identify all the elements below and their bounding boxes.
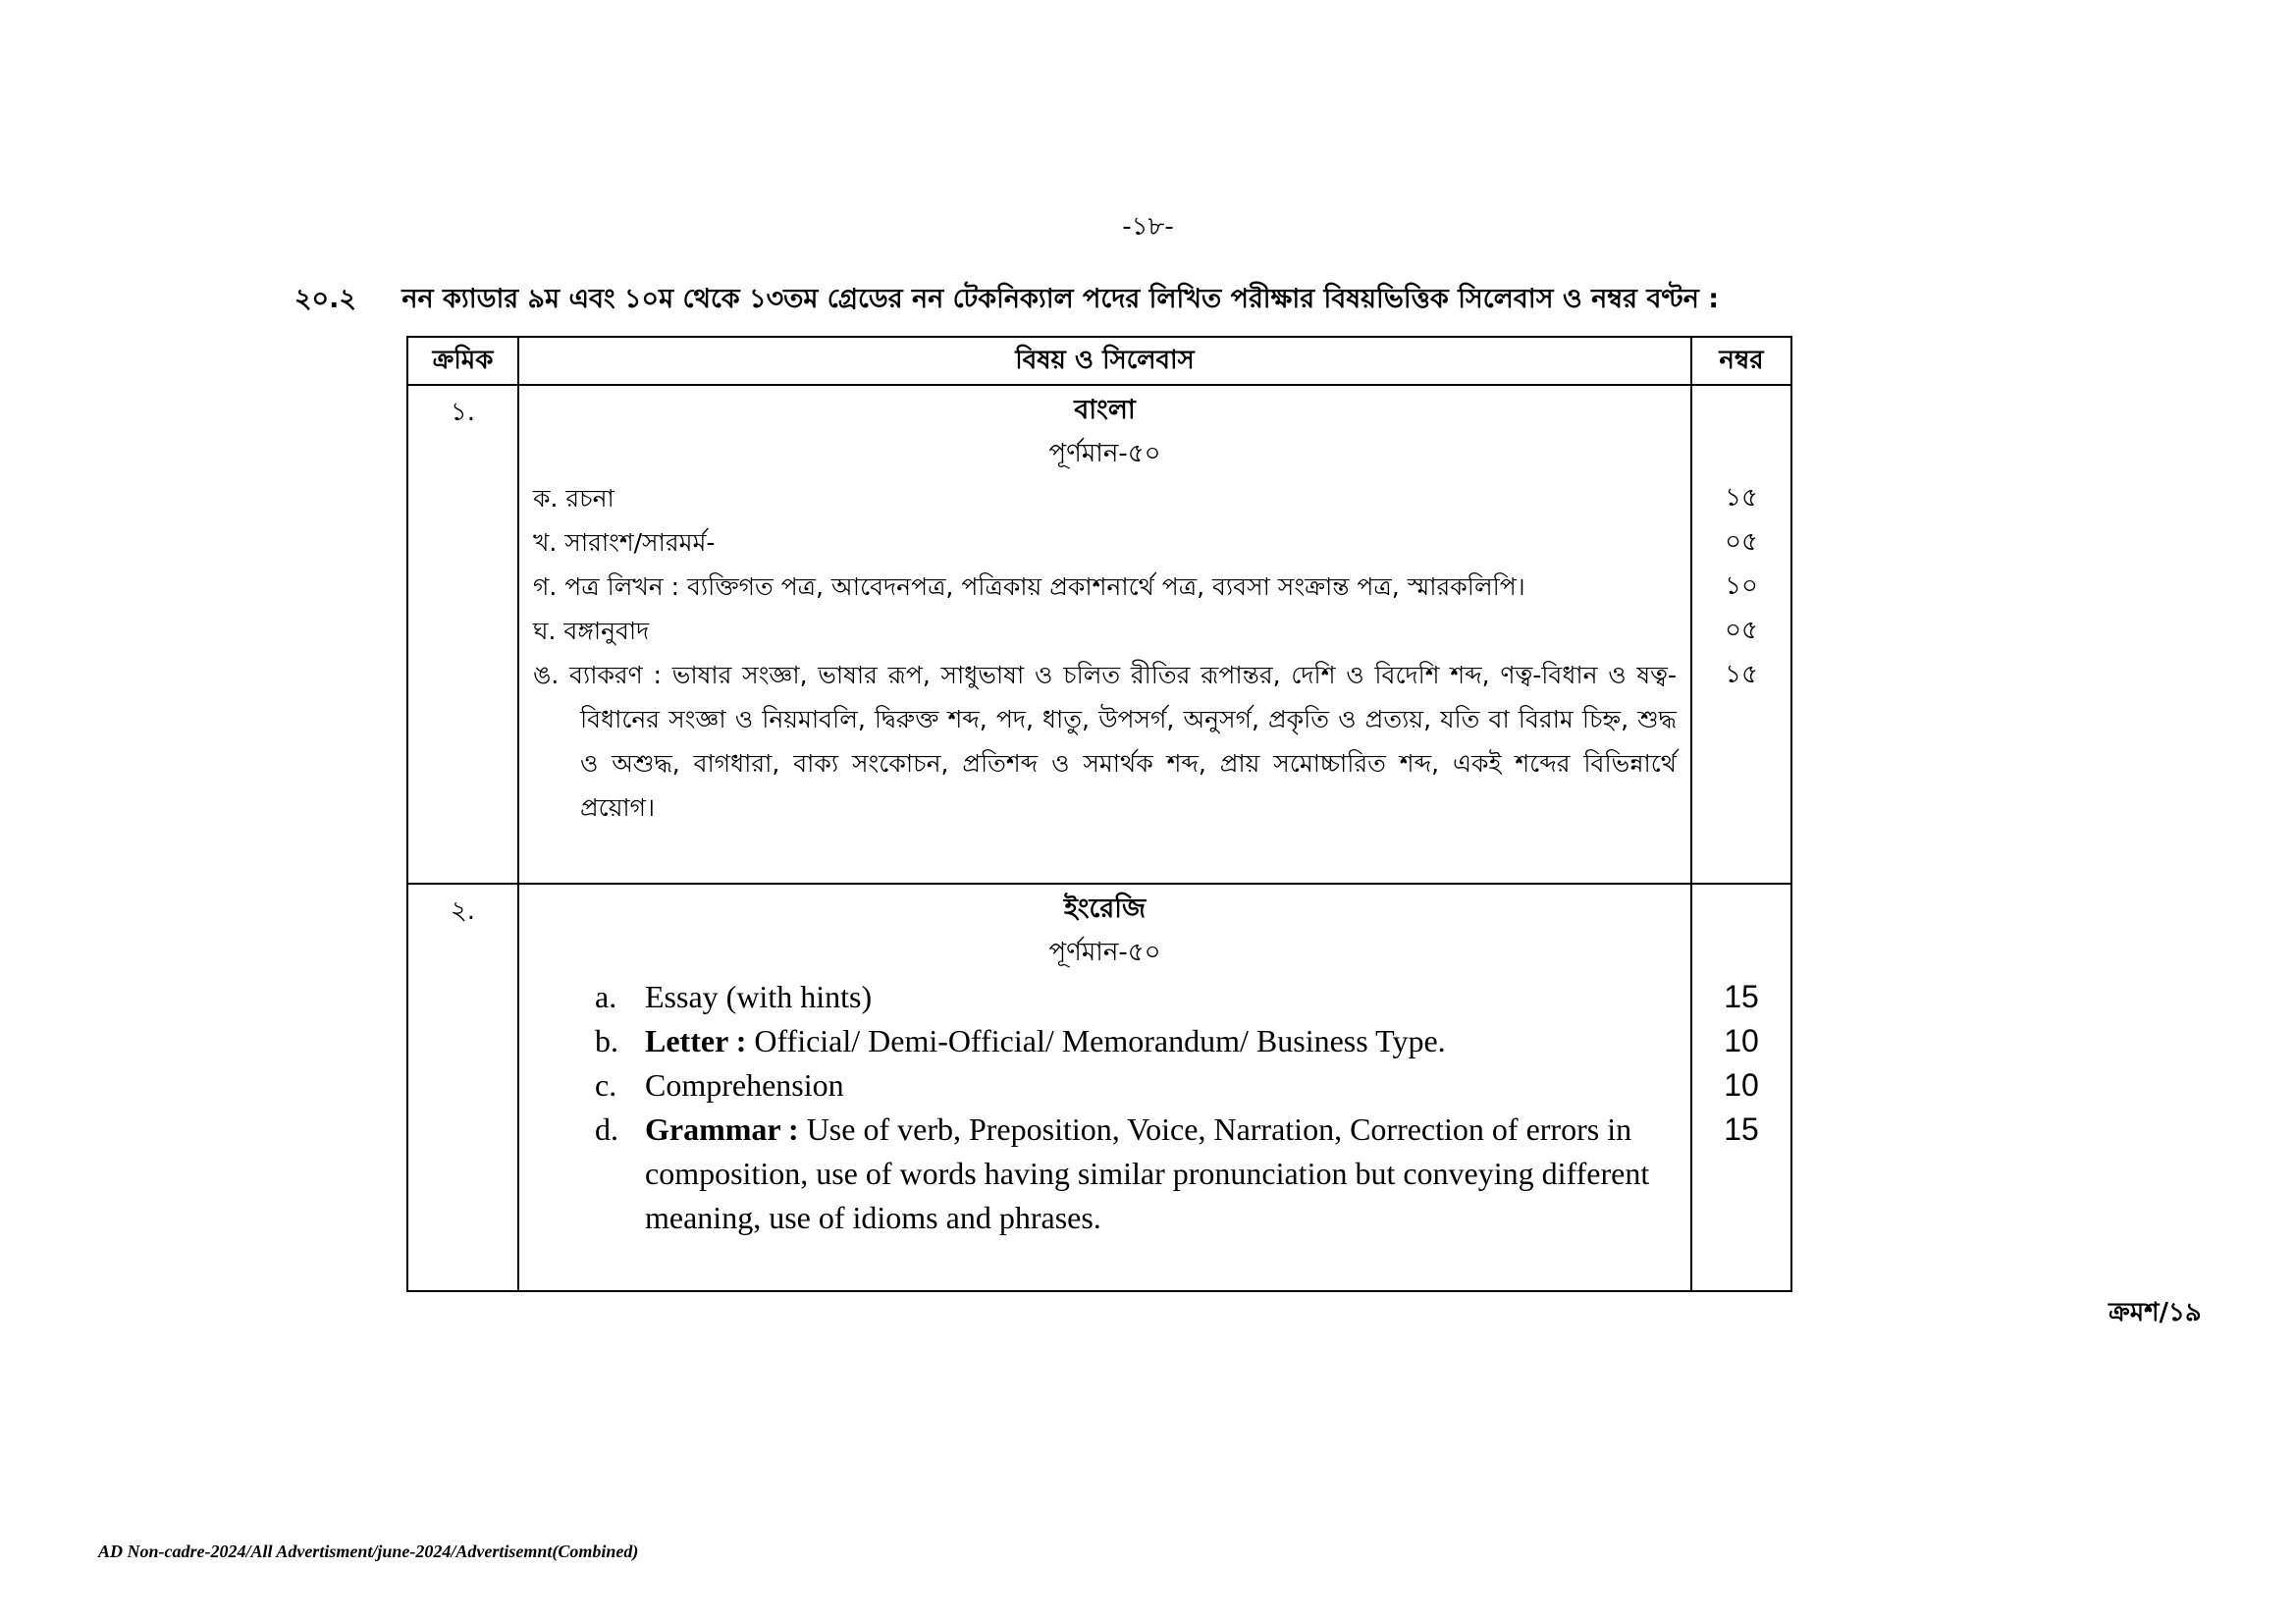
list-item — [533, 1019, 1677, 1063]
marks-value: 15 — [1724, 979, 1759, 1014]
marks-value: 15 — [1724, 1111, 1759, 1147]
item-text: Comprehension — [645, 1067, 844, 1103]
item-text: Use of verb, Preposition, Voice, Narration, Correction of errors in composition, use of words having similar pronunciation but conveying different meaning, use of idioms and phrases. — [645, 1111, 1650, 1235]
item-letter: a. — [595, 979, 617, 1014]
item-bold: Letter : — [645, 1023, 755, 1058]
table-header-row — [407, 337, 1791, 385]
syllabus-item: গ. পত্র লিখন : ব্যক্তিগত পত্র, আবেদনপত্র, পত্রিকায় প্রকাশনার্থে পত্র, ব্যবসা সংক্রান্ত পত্র, স্মারকলিপি। — [533, 572, 1525, 601]
syllabus-item: ঘ. বঙ্গানুবাদ — [533, 617, 650, 645]
page-number: -১৮- — [1122, 212, 1174, 242]
syllabus-table — [406, 336, 1792, 1292]
subject-cell-english — [518, 884, 1691, 1291]
list-item — [533, 1108, 1677, 1240]
footer-path: AD Non-cadre-2024/All Advertisment/june-2024/Advertisemnt(Combined) — [98, 1542, 639, 1561]
item-text: Essay (with hints) — [645, 979, 873, 1014]
section-title: নন ক্যাডার ৯ম এবং ১০ম থেকে ১৩তম গ্রেডের নন টেকনিক্যাল পদের লিখিত পরীক্ষার বিষয়ভিত্তিক সিলেবাস ও নম্বর বণ্টন : — [401, 284, 1720, 314]
subject-title: বাংলা — [1074, 395, 1136, 425]
item-letter: b. — [595, 1023, 618, 1058]
subject-cell-bangla — [518, 385, 1691, 884]
continued-note: ক্রমশ/১৯ — [2109, 1298, 2202, 1327]
item-text: Official/ Demi-Official/ Memorandum/ Business Type. — [754, 1023, 1446, 1058]
item-letter: c. — [595, 1067, 617, 1103]
marks-value: ১০ — [1725, 571, 1758, 601]
english-items — [533, 975, 1677, 1240]
marks-value: ০৫ — [1725, 616, 1758, 645]
marks-value: 10 — [1724, 1023, 1759, 1058]
table-row-bangla — [407, 385, 1791, 884]
syllabus-item: ঙ. ব্যাকরণ : ভাষার সংজ্ঞা, ভাষার রূপ, সাধুভাষা ও চলিত রীতির রূপান্তর, দেশি ও বিদেশি শব্দ, ণত্ব-বিধান ও ষত্ব-বিধানের সংজ্ঞা ও নিয়মাবলি, দ্বিরুক্ত শব্দ, পদ, ধাতু, উপসর্গ, অনুসর্গ, প্রকৃতি ও প্রত্যয়, যতি বা বিরাম চিহ্ন, শুদ্ধ ও অশুদ্ধ, বাগধারা, বাক্য সংকোচন, প্রতিশব্দ ও সমার্থক শব্দ, প্রায় সমোচ্চারিত শব্দ, একই শব্দের বিভিন্নার্থে প্রয়োগ। — [533, 661, 1677, 822]
serial-cell: ২. — [407, 884, 518, 1291]
marks-value: ১৫ — [1725, 660, 1758, 689]
full-marks: পূর্ণমান-৫০ — [1048, 938, 1161, 967]
subject-title: ইংরেজি — [1063, 893, 1147, 924]
marks-value: ১৫ — [1725, 483, 1758, 513]
section-heading — [294, 279, 1719, 323]
marks-cell-english — [1691, 884, 1791, 1291]
list-item — [533, 1063, 1677, 1108]
marks-cell-bangla — [1691, 385, 1791, 884]
header-marks: নম্বর — [1691, 337, 1791, 385]
item-bold: Grammar : — [645, 1111, 807, 1147]
marks-value: ০৫ — [1725, 527, 1758, 557]
section-number: ২০.২ — [294, 284, 356, 314]
serial-cell: ১. — [407, 385, 518, 884]
header-serial: ক্রমিক — [407, 337, 518, 385]
syllabus-item: খ. সারাংশ/সারমর্ম- — [533, 528, 716, 557]
full-marks: পূর্ণমান-৫০ — [1048, 439, 1161, 468]
syllabus-item: ক. রচনা — [533, 484, 614, 513]
item-letter: d. — [595, 1111, 618, 1147]
table-row-english — [407, 884, 1791, 1291]
header-subject: বিষয় ও সিলেবাস — [518, 337, 1691, 385]
list-item — [533, 975, 1677, 1019]
marks-value: 10 — [1724, 1067, 1759, 1103]
